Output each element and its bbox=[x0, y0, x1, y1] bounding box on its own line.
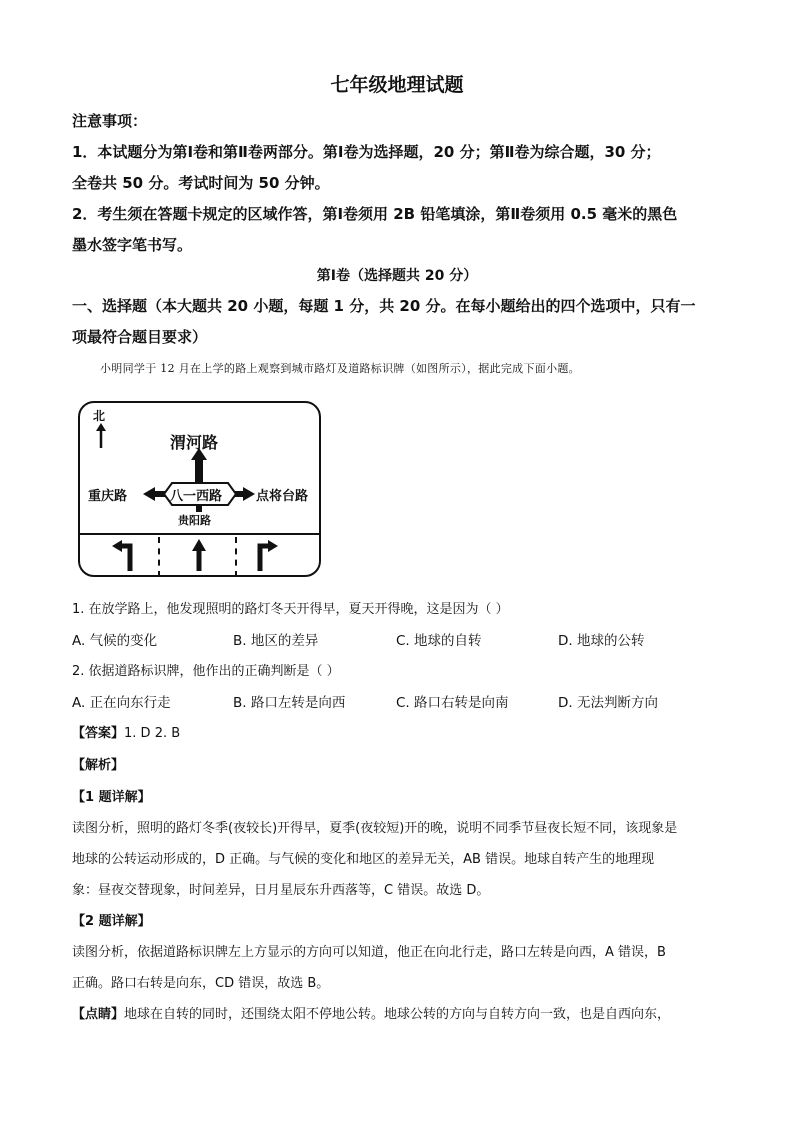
notice-2-line2: 墨水签字笔书写。 bbox=[72, 236, 193, 254]
road-sign-figure bbox=[78, 401, 321, 577]
section-heading-line2: 项最符合题目要求） bbox=[72, 328, 208, 346]
analysis-q2-line2: 正确。路口右转是向东，CD 错误，故选 B。 bbox=[72, 976, 330, 991]
lane-right-turn-arrowhead bbox=[268, 540, 278, 552]
notice-2-line1: 2．考生须在答题卡规定的区域作答，第Ⅰ卷须用 2B 铅笔填涂，第Ⅱ卷须用 0.5 毫米的黑色 bbox=[72, 205, 678, 223]
analysis-q1-line3: 象：昼夜交替现象，时间差异，日月星辰东升西落等，C 错误。故选 D。 bbox=[72, 883, 490, 898]
analysis-q2-heading: 【2 题详解】 bbox=[72, 914, 151, 929]
analysis-q1-heading: 【1 题详解】 bbox=[72, 790, 151, 805]
analysis-label: 【解析】 bbox=[72, 758, 125, 773]
lane-dash-right bbox=[235, 537, 237, 577]
lane-straight-arrowhead bbox=[192, 539, 206, 551]
left-road-arrowhead bbox=[143, 487, 155, 501]
question-2-option-a: A. 正在向东行走 bbox=[72, 695, 171, 711]
north-arrow-head bbox=[96, 423, 106, 431]
lane-divider-line bbox=[80, 533, 319, 535]
page-title: 七年级地理试题 bbox=[330, 74, 464, 96]
tip-line bbox=[72, 1003, 670, 1022]
answer-label: 【答案】 bbox=[72, 726, 125, 741]
question-intro: 小明同学于 12 月在上学的路上观察到城市路灯及道路标识牌（如图所示），据此完成下面小题。 bbox=[100, 362, 580, 375]
question-1-option-a: A. 气候的变化 bbox=[72, 633, 158, 649]
volume-heading: 第Ⅰ卷（选择题共 20 分） bbox=[316, 268, 478, 284]
notice-1-line1: 1．本试题分为第Ⅰ卷和第Ⅱ卷两部分。第Ⅰ卷为选择题，20 分；第Ⅱ卷为综合题，30 分； bbox=[72, 143, 661, 161]
question-2-option-c: C. 路口右转是向南 bbox=[396, 695, 509, 711]
down-road-stub bbox=[196, 505, 202, 512]
question-2-option-b: B. 路口左转是向西 bbox=[233, 695, 346, 711]
analysis-q1-line2: 地球的公转运动形成的，D 正确。与气候的变化和地区的差异无关，AB 错误。地球自转产生的地理现 bbox=[72, 852, 655, 867]
question-2-option-d: D. 无法判断方向 bbox=[558, 695, 658, 711]
weihe-road-label: 渭河路 bbox=[170, 433, 219, 452]
answer-line bbox=[72, 722, 180, 741]
analysis-q2-line1: 读图分析，依据道路标识牌左上方显示的方向可以知道，他正在向北行走，路口左转是向西，A 错误，B bbox=[72, 945, 666, 960]
question-1-option-c: C. 地球的自转 bbox=[396, 633, 482, 649]
lane-left-turn-arrowhead bbox=[112, 540, 122, 552]
bayi-west-road-label: 八一西路 bbox=[170, 489, 223, 504]
question-1-option-b: B. 地区的差异 bbox=[233, 633, 319, 649]
question-2-stem: 2. 依据道路标识牌，他作出的正确判断是（ ） bbox=[72, 664, 340, 679]
analysis-q1-line1: 读图分析，照明的路灯冬季(夜较长)开得早，夏季(夜较短)开的晚，说明不同季节昼夜长短不同，该现象是 bbox=[72, 821, 678, 836]
tip-label: 【点睛】 bbox=[72, 1007, 125, 1022]
chongqing-road-label: 重庆路 bbox=[88, 489, 128, 504]
north-label: 北 bbox=[93, 409, 106, 423]
notice-1-line2: 全卷共 50 分。考试时间为 50 分钟。 bbox=[72, 174, 330, 192]
answer-value: 1. D 2. B bbox=[124, 726, 181, 741]
section-heading-line1: 一、选择题（本大题共 20 小题，每题 1 分，共 20 分。在每小题给出的四个选项中，只有一 bbox=[72, 297, 696, 315]
lane-dash-left bbox=[158, 537, 160, 577]
dianjiangtai-road-label: 点将台路 bbox=[256, 489, 309, 504]
notice-heading: 注意事项： bbox=[72, 112, 148, 130]
question-1-stem: 1. 在放学路上，他发现照明的路灯冬天开得早，夏天开得晚，这是因为（ ） bbox=[72, 602, 509, 617]
tip-text: 地球在自转的同时，还围绕太阳不停地公转。地球公转的方向与自转方向一致，也是自西向东， bbox=[124, 1007, 671, 1022]
guiyang-road-label: 贵阳路 bbox=[178, 514, 211, 527]
question-1-option-d: D. 地球的公转 bbox=[558, 633, 645, 649]
right-road-arrowhead bbox=[243, 487, 255, 501]
